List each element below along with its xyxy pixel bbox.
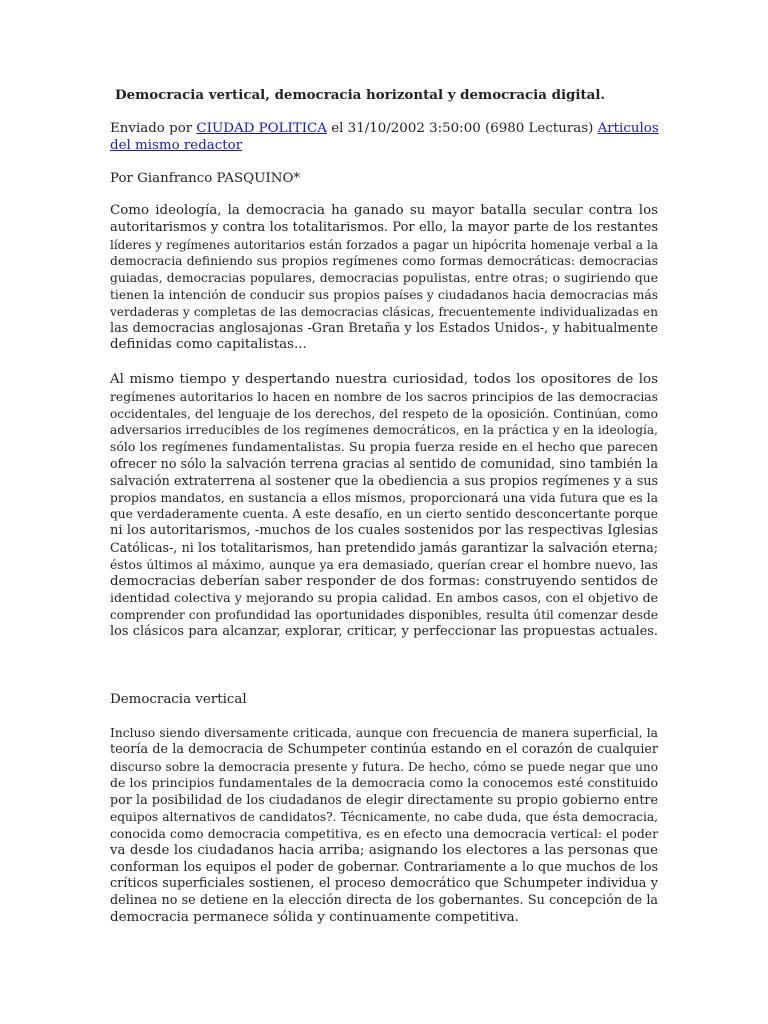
text-line: sólo los regímenes fundamentalistas. Su propia fuerza reside en el hecho que parecen	[110, 439, 658, 455]
text-line: críticos superficiales sostienen, el proceso democrático que Schumpeter individua y	[110, 876, 658, 892]
paragraph-2	[110, 372, 658, 641]
text-line: comprender con profundidad las oportunidades disponibles, resulta útil comenzar desde	[110, 608, 658, 623]
text-line: conocida como democracia competitiva, es en efecto una democracia vertical: el poder	[110, 826, 658, 841]
text-line: Católicas-, ni los totalitarismos, han pretendido jamás garantizar la salvación eterna;	[110, 539, 658, 555]
text-line: propios mandatos, en sustancia a ellos mismos, proporcionará una vida futura que es la	[110, 490, 658, 505]
text-line: conforman los equipos el poder de gobernar. Contrariamente a lo que muchos de los	[110, 859, 658, 875]
article-title: Democracia vertical, democracia horizontal y democracia digital.	[115, 87, 606, 103]
text-line: los clásicos para alcanzar, explorar, criticar, y perfeccionar las propuestas actuales.	[110, 623, 658, 639]
text-line: Incluso siendo diversamente criticada, aunque con frecuencia de manera superficial, la	[110, 726, 658, 740]
text-line: adversarios irreducibles de los regímenes democráticos, en la práctica y en la ideología,	[110, 423, 658, 438]
sent-by-label: Enviado por	[110, 121, 197, 136]
text-line: ofrecer no sólo la salvación terrena gracias al sentido de comunidad, sino también la	[110, 455, 658, 471]
text-line: delinea no se detiene en la elección directa de los gobernantes. Su concepción de la	[110, 892, 658, 908]
text-line: ni los autoritarismos, -muchos de los cuales sostenidos por las respectivas Iglesias	[110, 523, 658, 539]
paragraph-3	[110, 725, 658, 927]
text-line: occidentales, del lenguaje de los derechos, del respeto de la oposición. Continúan, como	[110, 406, 658, 421]
date-readings-text: el 31/10/2002 3:50:00 (6980 Lecturas)	[326, 121, 598, 136]
text-line: las democracias anglosajonas -Gran Bretaña y los Estados Unidos-, y habitualmente	[110, 320, 658, 336]
author-link[interactable]: CIUDAD POLITICA	[196, 121, 327, 136]
text-line: autoritarismos y contra los totalitarismos. Por ello, la mayor parte de los restantes	[110, 219, 658, 235]
text-line: democracia definiendo sus propios regímenes como formas democráticas: democracias	[110, 254, 658, 269]
text-line: líderes y regímenes autoritarios están forzados a pagar un hipócrita homenaje verbal a la	[110, 237, 658, 252]
text-line: democracia permanece sólida y continuamente competitiva.	[110, 909, 519, 925]
text-line: democracias deberían saber responder de dos formas: construyendo sentidos de	[110, 573, 658, 589]
text-line: equipos alternativos de candidatos?. Técnicamente, no cabe duda, que ésta democracia,	[110, 809, 658, 824]
text-line: Como ideología, la democracia ha ganado su mayor batalla secular contra los	[110, 203, 658, 218]
text-line: va desde los ciudadanos hacia arriba; asignando los electores a las personas que	[110, 842, 658, 858]
text-line: por la posibilidad de los ciudadanos de elegir directamente su propio gobierno entre	[110, 792, 658, 808]
section-heading: Democracia vertical	[110, 692, 247, 707]
text-line: teoría de la democracia de Schumpeter continúa estando en el corazón de cualquier	[110, 741, 658, 757]
paragraph-1	[110, 203, 658, 354]
text-line: verdaderas y completas de las democracias clásicas, frecuentemente individualizadas en	[110, 304, 658, 319]
article-meta	[110, 120, 660, 154]
text-line: de los principios fundamentales de la democracia como la conocemos esté constituido	[110, 775, 658, 791]
text-line: identidad colectiva y mejorando su propia calidad. En ambos casos, con el objetivo de	[110, 590, 658, 606]
text-line: discurso sobre la democracia presente y futura. De hecho, cómo se puede negar que uno	[110, 759, 658, 774]
byline: Por Gianfranco PASQUINO*	[110, 171, 301, 186]
text-line: guiadas, democracias populares, democracias populistas, entre otras; o sugiriendo que	[110, 271, 658, 286]
text-line: regímenes autoritarios lo hacen en nombre de los sacros principios de las democracias	[110, 389, 658, 404]
text-line: definidas como capitalistas...	[110, 337, 307, 353]
text-line: que verdaderamente cuenta. A este desafío, en un cierto sentido desconcertante porque	[110, 507, 658, 522]
text-line: tienen la intención de conducir sus propios países y ciudadanos hacia democracias más	[110, 287, 658, 302]
text-line: salvación extraterrena al sostener que la obediencia a sus propios regímenes y a sus	[110, 472, 658, 488]
text-line: éstos últimos al máximo, aunque ya era demasiado, querían crear el hombre nuevo, las	[110, 557, 658, 572]
text-line: Al mismo tiempo y despertando nuestra curiosidad, todos los opositores de los	[110, 372, 658, 387]
more-articles-link[interactable]: Articulos del mismo redactor	[110, 121, 659, 153]
